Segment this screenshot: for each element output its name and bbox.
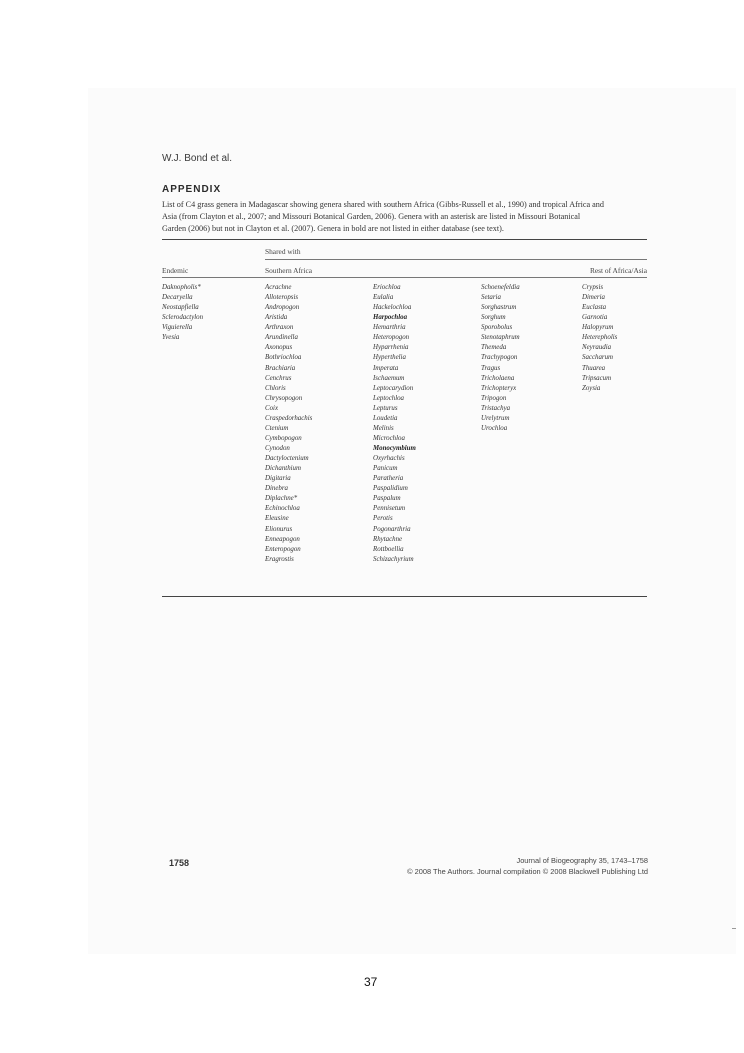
genus-cell: Themeda xyxy=(481,344,507,352)
table-bottom-rule xyxy=(162,596,647,597)
group-header-rule xyxy=(265,259,647,260)
genus-cell: Aristida xyxy=(265,314,288,322)
genus-cell: Eriochloa xyxy=(373,284,401,291)
genus-cell: Tragus xyxy=(481,364,501,372)
genus-cell: Brachiaria xyxy=(265,364,296,372)
genus-cell: Eulalia xyxy=(373,294,394,302)
genus-cell: Cymbopogon xyxy=(265,434,302,442)
genus-cell: Axonopus xyxy=(265,344,293,352)
genus-cell: Harpochloa xyxy=(373,314,408,322)
outer-page-number: 37 xyxy=(364,975,378,989)
genus-cell: Eleusine xyxy=(265,515,289,523)
column-southern-africa-2 xyxy=(373,283,416,565)
journal-footer xyxy=(407,855,648,877)
genus-cell: Pennisetum xyxy=(373,505,406,513)
group-header: Shared with xyxy=(265,247,301,256)
genus-cell: Tristachya xyxy=(481,404,511,412)
caption-line: Asia (from Clayton et al., 2007; and Missouri Botanical Garden, 2006). Genera with an asterisk are listed in Missouri Botanical xyxy=(162,212,581,221)
genus-cell: Paspalum xyxy=(373,495,401,503)
genus-cell: Melinis xyxy=(373,424,394,432)
genus-cell: Pogonarthria xyxy=(373,525,411,533)
genus-cell: Imperata xyxy=(373,364,399,372)
genus-cell: Dichanthium xyxy=(265,465,301,473)
genus-cell: Daknopholis* xyxy=(162,284,201,291)
genus-cell: Euclasta xyxy=(582,304,607,312)
genus-cell: Neyraudia xyxy=(582,344,612,352)
section-title: APPENDIX xyxy=(162,184,222,195)
genus-cell: Cynodon xyxy=(265,445,290,452)
genus-cell: Bothriochloa xyxy=(265,354,302,362)
genus-cell: Thuarea xyxy=(582,364,606,372)
genus-cell: Coix xyxy=(265,404,279,412)
genus-cell: Saccharum xyxy=(582,354,614,362)
header-bottom-rule xyxy=(162,277,647,278)
genus-cell: Sclerodactylon xyxy=(162,314,204,322)
header-endemic: Endemic xyxy=(162,266,189,275)
genus-cell: Monocymbium xyxy=(373,445,416,452)
column-endemic xyxy=(162,283,203,343)
genus-cell: Arthraxon xyxy=(265,324,294,332)
genus-cell: Perotis xyxy=(373,515,393,523)
genus-cell: Enteropogon xyxy=(265,545,301,553)
genus-cell: Hackelochloa xyxy=(373,304,412,312)
genus-cell: Leptocarydion xyxy=(373,384,414,392)
genus-cell: Paspalidium xyxy=(373,485,408,493)
genus-cell: Leptochloa xyxy=(373,394,405,402)
journal-line: Journal of Biogeography 35, 1743–1758 xyxy=(516,856,648,865)
caption-line: List of C4 grass genera in Madagascar showing genera shared with southern Africa (Gibbs-Russell et al., 1990) and tropical Africa and xyxy=(162,200,604,209)
genus-cell: Decaryella xyxy=(162,294,193,302)
column-southern-africa-3 xyxy=(481,283,520,434)
caption-line: Garden (2006) but not in Clayton et al. (2007). Genera in bold are not listed in either database (see text). xyxy=(162,224,504,233)
copyright-line: © 2008 The Authors. Journal compilation © 2008 Blackwell Publishing Ltd xyxy=(407,867,648,876)
genus-cell: Trachypogon xyxy=(481,354,518,362)
genus-cell: Sorghum xyxy=(481,314,506,322)
genus-cell: Heterepholis xyxy=(582,334,618,342)
genus-cell: Oxyrhachis xyxy=(373,455,405,463)
genus-cell: Trichopteryx xyxy=(481,384,517,392)
genus-cell: Yvesia xyxy=(162,334,180,342)
genus-cell: Dinebra xyxy=(265,485,288,493)
genus-cell: Urelytrum xyxy=(481,414,510,422)
genus-cell: Dimeria xyxy=(582,294,605,302)
genus-cell: Panicum xyxy=(373,465,398,473)
genus-cell: Microchloa xyxy=(373,434,405,442)
table-caption xyxy=(162,199,647,235)
genus-cell: Crypsis xyxy=(582,284,604,291)
genus-cell: Tricholaena xyxy=(481,374,515,382)
genus-cell: Viguierella xyxy=(162,324,193,332)
genus-cell: Alloteropsis xyxy=(265,294,299,302)
genus-cell: Ischaemum xyxy=(373,374,405,382)
genus-cell: Rottboellia xyxy=(373,545,404,553)
genus-cell: Hyperthelia xyxy=(373,354,406,362)
table-top-rule xyxy=(162,239,647,240)
genus-cell: Cenchrus xyxy=(265,374,292,382)
genus-cell: Heteropogon xyxy=(373,334,410,342)
genus-cell: Andropogon xyxy=(265,304,300,312)
genus-cell: Urochloa xyxy=(481,424,508,432)
genus-cell: Acrachne xyxy=(265,284,292,291)
genus-cell: Garnotia xyxy=(582,314,608,322)
genus-cell: Digitaria xyxy=(265,475,291,483)
genus-cell: Elionurus xyxy=(265,525,293,533)
genus-cell: Sporobolus xyxy=(481,324,513,332)
genus-cell: Chrysopogon xyxy=(265,394,303,402)
running-head: W.J. Bond et al. xyxy=(162,153,233,164)
genus-cell: Schoenefeldia xyxy=(481,284,520,291)
header-southern-africa: Southern Africa xyxy=(265,266,312,275)
genus-cell: Stenotaphrum xyxy=(481,334,520,342)
column-southern-africa-1 xyxy=(265,283,312,565)
header-rest: Rest of Africa/Asia xyxy=(589,266,647,275)
genus-cell: Loudetia xyxy=(373,414,398,422)
genus-cell: Zoysia xyxy=(582,384,601,392)
genus-cell: Eragrostis xyxy=(265,555,294,563)
genus-cell: Setaria xyxy=(481,294,501,302)
genus-cell: Ctenium xyxy=(265,424,289,432)
genus-cell: Dactyloctenium xyxy=(265,455,309,463)
genus-cell: Tripogon xyxy=(481,394,507,402)
genus-cell: Tripsacum xyxy=(582,374,612,382)
page-number: 1758 xyxy=(169,858,190,868)
genus-cell: Hyparrhenia xyxy=(373,344,409,352)
genus-cell: Hemarthria xyxy=(373,324,406,332)
genus-cell: Rhytachne xyxy=(373,535,403,543)
scan-mark xyxy=(732,928,736,929)
genus-cell: Sorghastrum xyxy=(481,304,517,312)
genus-cell: Schizachyrium xyxy=(373,555,414,563)
genus-cell: Halopyrum xyxy=(582,324,614,332)
genus-cell: Lepturus xyxy=(373,404,398,412)
genus-cell: Craspedorhachis xyxy=(265,414,313,422)
genus-cell: Neostapfiella xyxy=(162,304,199,312)
genus-cell: Echinochloa xyxy=(265,505,300,513)
genus-cell: Arundinella xyxy=(265,334,298,342)
genus-cell: Enneapogon xyxy=(265,535,300,543)
column-rest xyxy=(582,283,617,394)
genus-cell: Chloris xyxy=(265,384,286,392)
genus-cell: Diplachne* xyxy=(265,495,298,503)
genus-cell: Paratheria xyxy=(373,475,404,483)
